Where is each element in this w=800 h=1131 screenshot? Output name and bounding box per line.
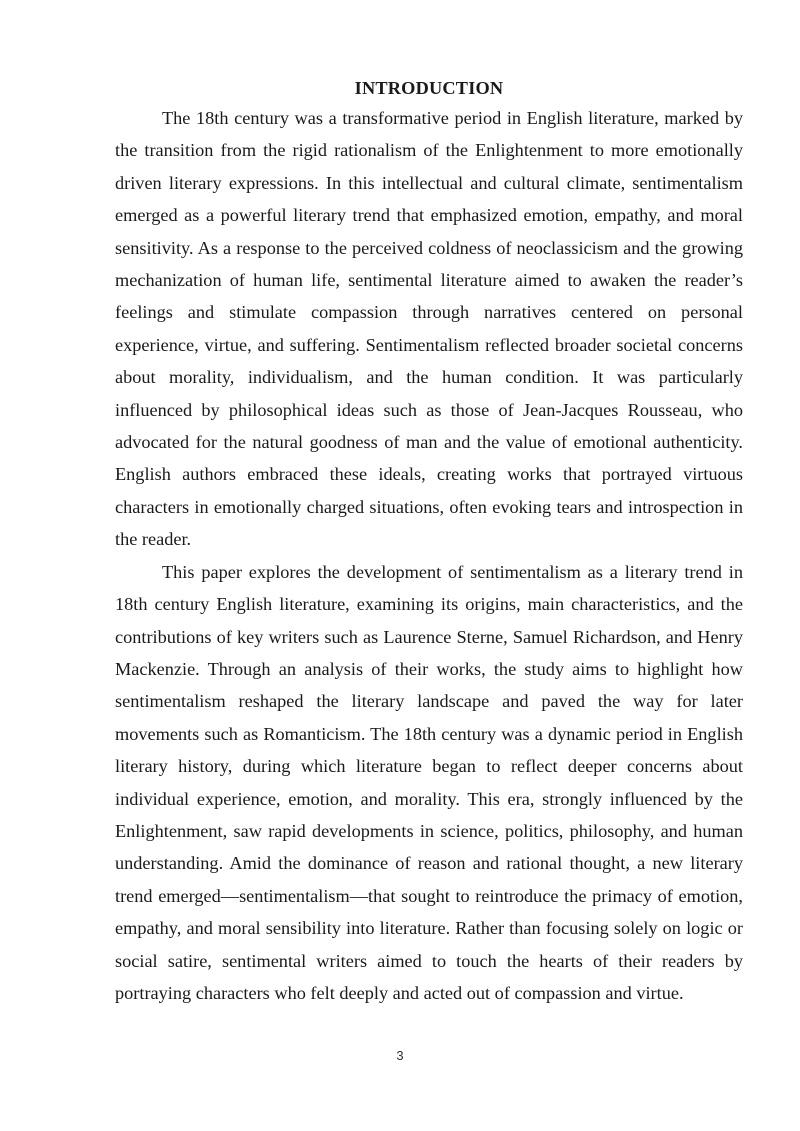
paragraph-2: This paper explores the development of sentimentalism as a literary trend in 18th century English literature, examining its origins, main characteristics, and the contributions of key writers such as Laurence Sterne, Samuel Richardson, and Henry Mackenzie. Through an analysis of their works, the study aims to highlight how sentimentalism reshaped the literary landscape and paved the way for later movements such as Romanticism. The 18th century was a dynamic period in English literary history, during which literature began to reflect deeper concerns about individual experience, emotion, and morality. This era, strongly influenced by the Enlightenment, saw rapid developments in science, politics, philosophy, and human understanding. Amid the dominance of reason and rational thought, a new literary trend emerged—sentimentalism—that sought to reintroduce the primacy of emotion, empathy, and moral sensibility into literature. Rather than focusing solely on logic or social satire, sentimental writers aimed to touch the hearts of their readers by portraying characters who felt deeply and acted out of compassion and virtue. [115,561,743,1003]
page-number: 3 [396,1048,404,1063]
body-text [115,76,743,1009]
section-heading: INTRODUCTION [354,78,504,98]
paragraph-1: The 18th century was a transformative period in English literature, marked by the transition from the rigid rationalism of the Enlightenment to more emotionally driven literary expressions. In this intellectual and cultural climate, sentimentalism emerged as a powerful literary trend that emphasized emotion, empathy, and moral sensitivity. As a response to the perceived coldness of neoclassicism and the growing mechanization of human life, sentimental literature aimed to awaken the reader’s feelings and stimulate compassion through narratives centered on personal experience, virtue, and suffering. Sentimentalism reflected broader societal concerns about morality, individualism, and the human condition. It was particularly influenced by philosophical ideas such as those of Jean-Jacques Rousseau, who advocated for the natural goodness of man and the value of emotional authenticity. English authors embraced these ideals, creating works that portrayed virtuous characters in emotionally charged situations, often evoking tears and introspection in the reader. [115,108,743,550]
